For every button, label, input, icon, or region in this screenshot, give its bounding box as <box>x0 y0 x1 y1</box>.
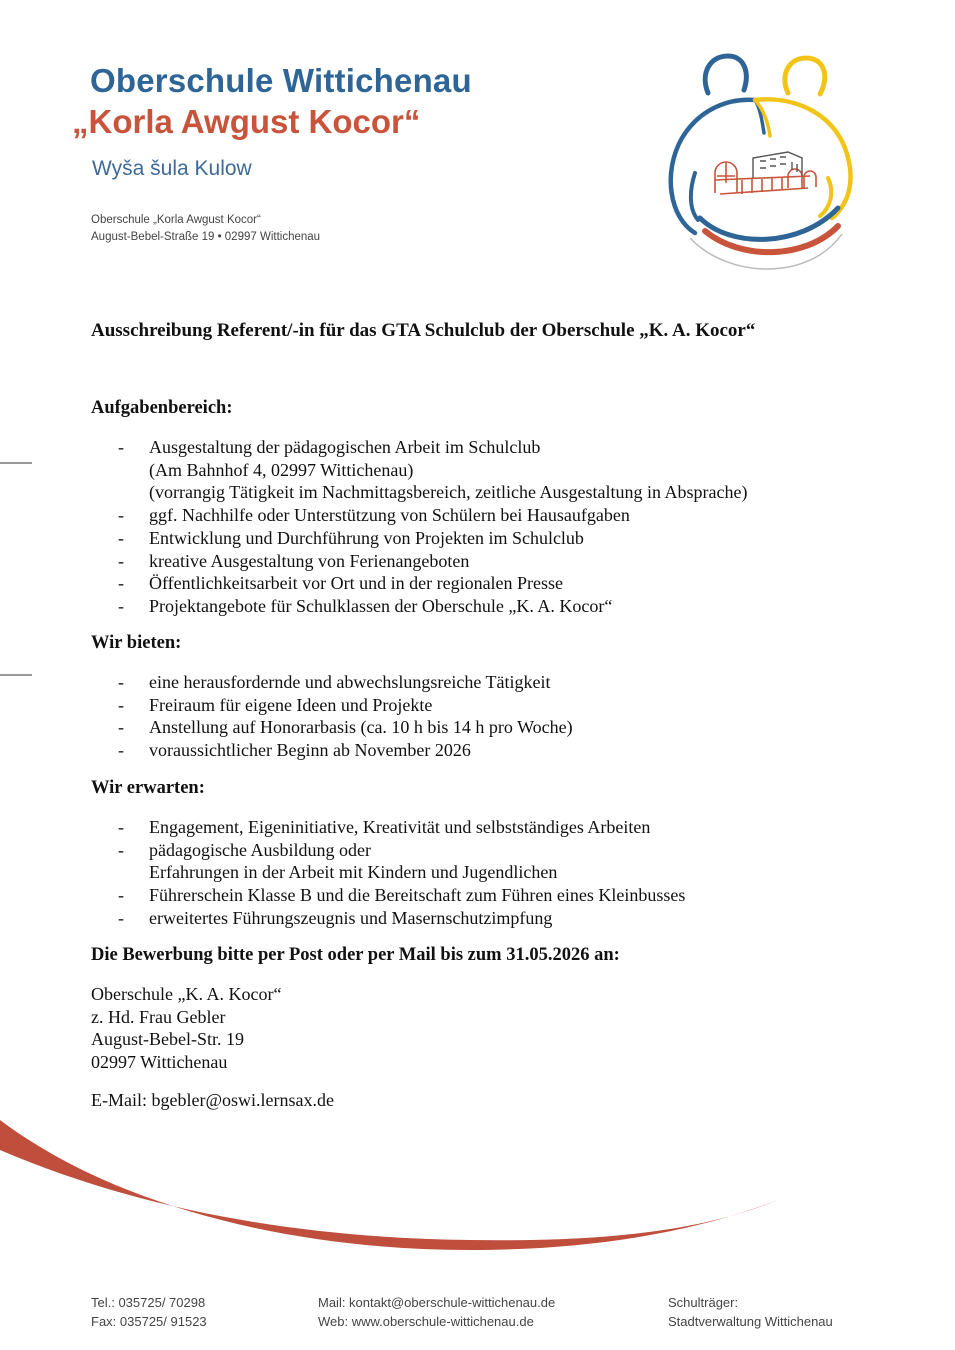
bullet-dash: - <box>118 817 124 837</box>
application-heading: Die Bewerbung bitte per Post oder per Mail bis zum 31.05.2026 an: <box>91 945 620 965</box>
list-item <box>118 739 573 762</box>
list-item <box>118 716 573 739</box>
address-line: August-Bebel-Str. 19 <box>91 1029 244 1050</box>
list-item <box>118 504 748 527</box>
footer-carrier: Stadtverwaltung Wittichenau <box>668 1314 833 1329</box>
bullet-dash: - <box>118 550 124 571</box>
email-line <box>91 1090 334 1111</box>
bullet-dash: - <box>118 527 124 548</box>
sorbian-school-name: Wyša šula Kulow <box>92 157 252 180</box>
list-item-text: voraussichtlicher Beginn ab November 2026 <box>149 740 471 761</box>
bullet-dash: - <box>118 839 124 860</box>
footer-carrier-block <box>668 1293 833 1331</box>
list-item <box>118 595 748 618</box>
list-item-text: Freiraum für eigene Ideen und Projekte <box>149 694 433 715</box>
bullet-dash: - <box>118 694 124 715</box>
section-heading-wir-erwarten: Wir erwarten: <box>91 778 205 798</box>
school-logo-icon <box>660 48 860 283</box>
bullet-dash: - <box>118 595 124 616</box>
list-item <box>118 671 573 694</box>
footer-web-block <box>318 1293 555 1331</box>
list-item <box>118 527 748 550</box>
list-item-text: Ausgestaltung der pädagogischen Arbeit im Schulclub <box>149 437 541 457</box>
footer-phone-block <box>91 1293 207 1331</box>
footer-tel: Tel.: 035725/ 70298 <box>91 1295 206 1310</box>
list-item-text: (Am Bahnhof 4, 02997 Wittichenau) <box>149 459 414 480</box>
list-item <box>118 550 748 573</box>
list-item <box>118 572 748 595</box>
list-item-text: Anstellung auf Honorarbasis (ca. 10 h bis 14 h pro Woche) <box>149 717 573 738</box>
bullet-dash: - <box>118 573 124 594</box>
address-line: 02997 Wittichenau <box>91 1052 228 1073</box>
address-line: Oberschule „K. A. Kocor“ <box>91 984 282 1004</box>
fold-mark <box>0 462 32 464</box>
list-item <box>118 884 685 907</box>
offer-list <box>118 671 573 762</box>
list-item-text: (vorrangig Tätigkeit im Nachmittagsbereich, zeitliche Ausgestaltung in Absprache) <box>149 482 748 503</box>
email-link[interactable]: bgebler@oswi.lernsax.de <box>151 1090 335 1110</box>
footer-mail[interactable]: Mail: kontakt@oberschule-wittichenau.de <box>318 1295 556 1310</box>
school-name: Oberschule Wittichenau <box>90 62 472 99</box>
list-item <box>118 839 685 884</box>
list-item-text: pädagogische Ausbildung oder <box>149 839 371 860</box>
bullet-dash: - <box>118 437 124 457</box>
list-item-text: Engagement, Eigeninitiative, Kreativität und selbstständiges Arbeiten <box>149 817 651 837</box>
school-honorific: „Korla Awgust Kocor“ <box>72 103 421 140</box>
bullet-dash: - <box>118 672 124 692</box>
list-item-text: Entwicklung und Durchführung von Projekten im Schulclub <box>149 527 584 548</box>
list-item-text: Öffentlichkeitsarbeit vor Ort und in der regionalen Presse <box>149 573 564 594</box>
list-item <box>118 816 685 839</box>
footer-web[interactable]: Web: www.oberschule-wittichenau.de <box>318 1314 534 1329</box>
fold-mark <box>0 674 32 676</box>
list-item-text: Führerschein Klasse B und die Bereitschaft zum Führen eines Kleinbusses <box>149 885 686 906</box>
requirement-list <box>118 816 685 930</box>
bullet-dash: - <box>118 505 124 526</box>
task-list <box>118 436 748 618</box>
email-label: E-Mail: <box>91 1090 147 1110</box>
section-heading-aufgabenbereich: Aufgabenbereich: <box>91 398 233 418</box>
list-item-text: Projektangebote für Schulklassen der Oberschule „K. A. Kocor“ <box>149 595 613 616</box>
list-item-text: kreative Ausgestaltung von Ferienangeboten <box>149 550 470 571</box>
bullet-dash: - <box>118 717 124 738</box>
list-item-text: erweitertes Führungszeugnis und Masernschutzimpfung <box>149 907 553 928</box>
footer-carrier-label: Schulträger: <box>668 1295 739 1310</box>
bullet-dash: - <box>118 907 124 928</box>
list-item <box>118 907 685 930</box>
bullet-dash: - <box>118 885 124 906</box>
list-item <box>118 436 748 504</box>
list-item-text: Erfahrungen in der Arbeit mit Kindern und Jugendlichen <box>149 862 558 883</box>
decorative-swoosh <box>0 1110 955 1270</box>
section-heading-wir-bieten: Wir bieten: <box>91 633 182 653</box>
bullet-dash: - <box>118 740 124 761</box>
address-line: z. Hd. Frau Gebler <box>91 1006 226 1027</box>
footer-fax: Fax: 035725/ 91523 <box>91 1314 207 1329</box>
document-title: Ausschreibung Referent/-in für das GTA Schulclub der Oberschule „K. A. Kocor“ <box>91 320 756 341</box>
list-item-text: ggf. Nachhilfe oder Unterstützung von Schülern bei Hausaufgaben <box>149 505 630 526</box>
list-item-text: eine herausfordernde und abwechslungsreiche Tätigkeit <box>149 672 551 692</box>
recipient-address <box>91 983 281 1074</box>
sender-line-2: August-Bebel-Straße 19 • 02997 Wittichenau <box>91 231 321 243</box>
sender-line-1: Oberschule „Korla Awgust Kocor“ <box>91 214 261 226</box>
list-item <box>118 694 573 717</box>
